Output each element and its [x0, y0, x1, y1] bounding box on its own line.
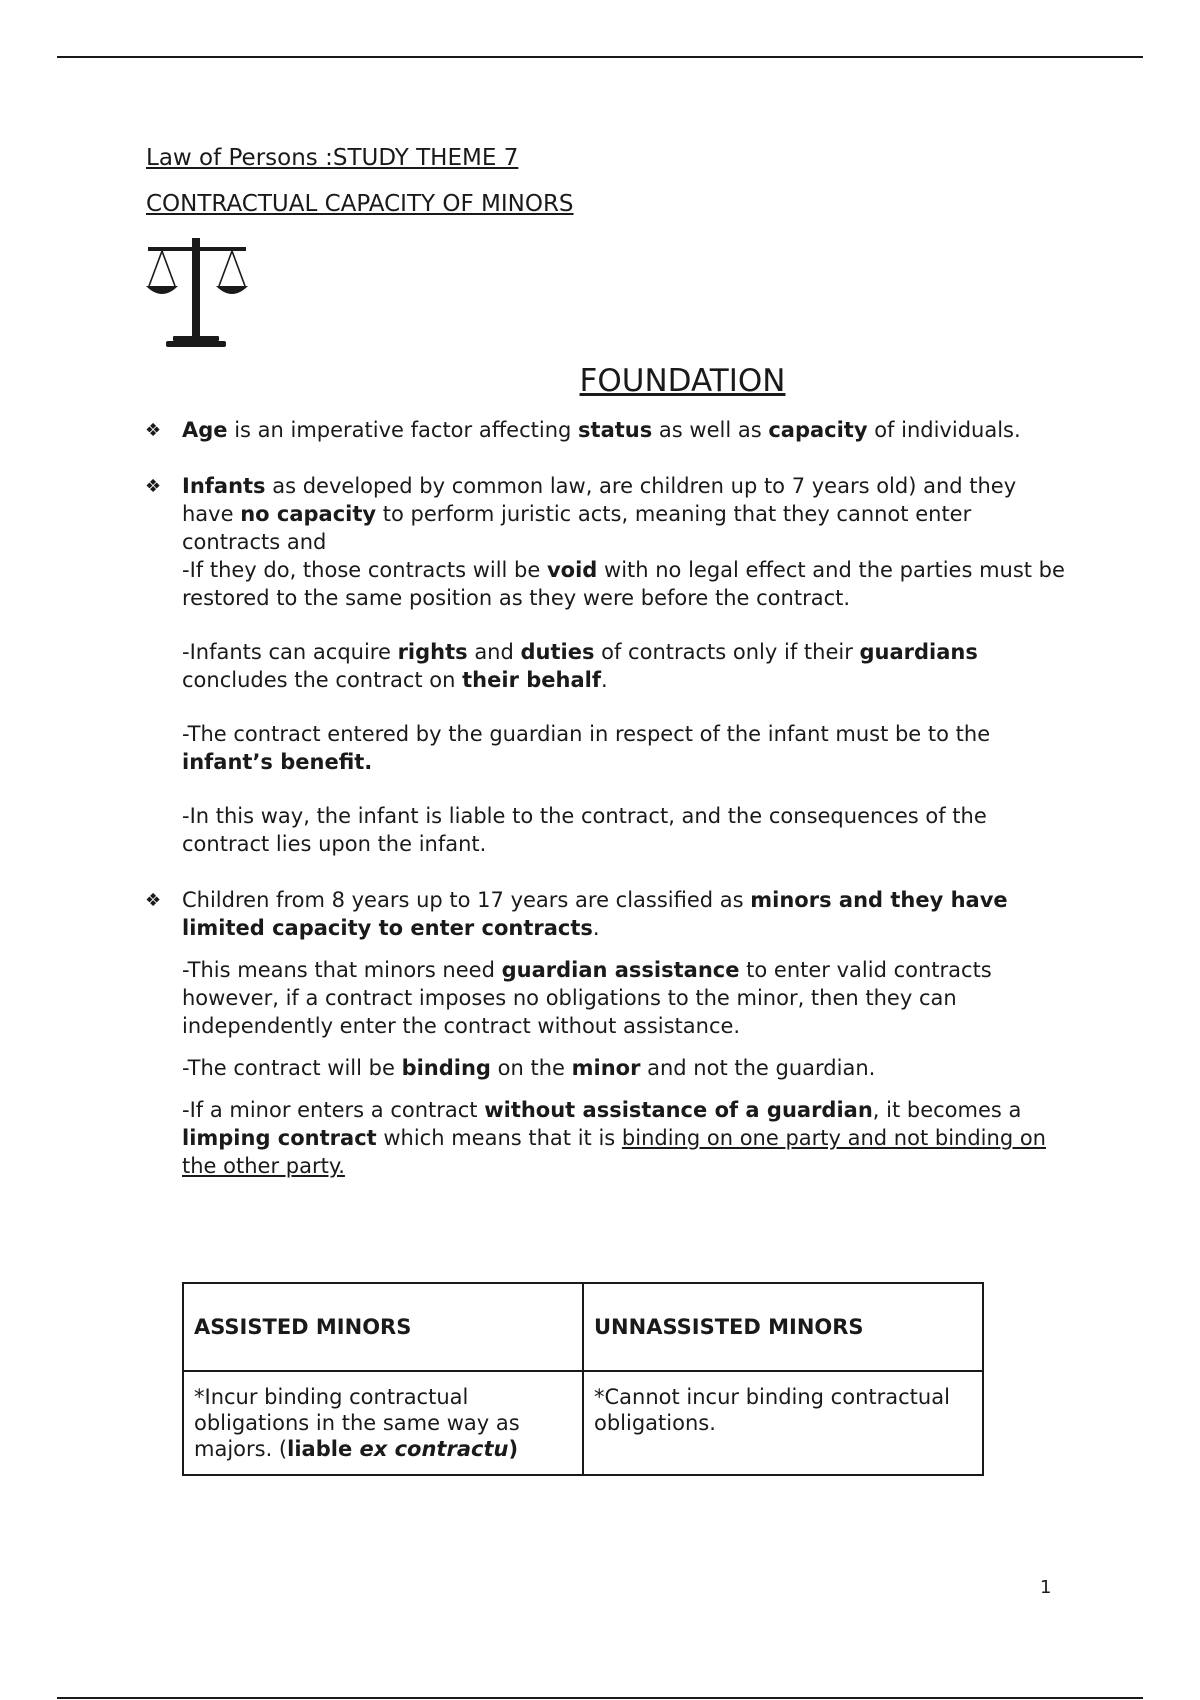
paragraph: -The contract will be binding on the minor and not the guardian. [182, 1056, 876, 1080]
diamond-bullet-icon: ❖ [145, 890, 162, 911]
bullet-age [146, 416, 1066, 444]
section-heading: FOUNDATION [579, 363, 786, 399]
document-body [146, 416, 1066, 1180]
bottom-rule [57, 1697, 1143, 1699]
document-title: Law of Persons :STUDY THEME 7 [146, 145, 519, 171]
paragraph: -This means that minors need guardian assistance to enter valid contracts however, if a contract imposes no obligations to the minor, then they can independently enter the contract without assistance. [182, 958, 992, 1038]
paragraph: -If a minor enters a contract without assistance of a guardian, it becomes a limping contract which means that it is binding on one party and not binding on the other party. [182, 1098, 1046, 1178]
paragraph: -Infants can acquire rights and duties of contracts only if their guardians concludes the contract on their behalf. [182, 640, 978, 692]
table-cell-assisted: *Incur binding contractual obligations in the same way as majors. (liable ex contractu) [183, 1371, 583, 1475]
table-row [183, 1371, 983, 1475]
bullet-text: Age is an imperative factor affecting status as well as capacity of individuals. [182, 418, 1021, 442]
minors-comparison-table [182, 1282, 984, 1476]
paragraph: Children from 8 years up to 17 years are classified as minors and they have limited capacity to enter contracts. [182, 888, 1008, 940]
top-rule [57, 56, 1143, 58]
scales-of-justice-icon [144, 236, 250, 352]
paragraph: -In this way, the infant is liable to the contract, and the consequences of the contract lies upon the infant. [182, 804, 987, 856]
document-subtitle: CONTRACTUAL CAPACITY OF MINORS [146, 191, 574, 217]
paragraph: -The contract entered by the guardian in respect of the infant must be to the infant’s benefit. [182, 722, 991, 774]
paragraph: Infants as developed by common law, are children up to 7 years old) and they have no capacity to perform juristic acts, meaning that they cannot enter contracts and [182, 474, 1017, 554]
diamond-bullet-icon: ❖ [145, 420, 162, 441]
table-header-unassisted: UNNASSISTED MINORS [583, 1283, 983, 1371]
table-cell-unassisted: *Cannot incur binding contractual obligations. [583, 1371, 983, 1475]
table-header-assisted: ASSISTED MINORS [183, 1283, 583, 1371]
paragraph: -If they do, those contracts will be void with no legal effect and the parties must be restored to the same position as they were before the contract. [182, 558, 1065, 610]
diamond-bullet-icon: ❖ [145, 476, 162, 497]
bullet-infants [146, 472, 1066, 858]
bullet-minors [146, 886, 1066, 1180]
table-header-row [183, 1283, 983, 1371]
page-number: 1 [1040, 1577, 1052, 1598]
